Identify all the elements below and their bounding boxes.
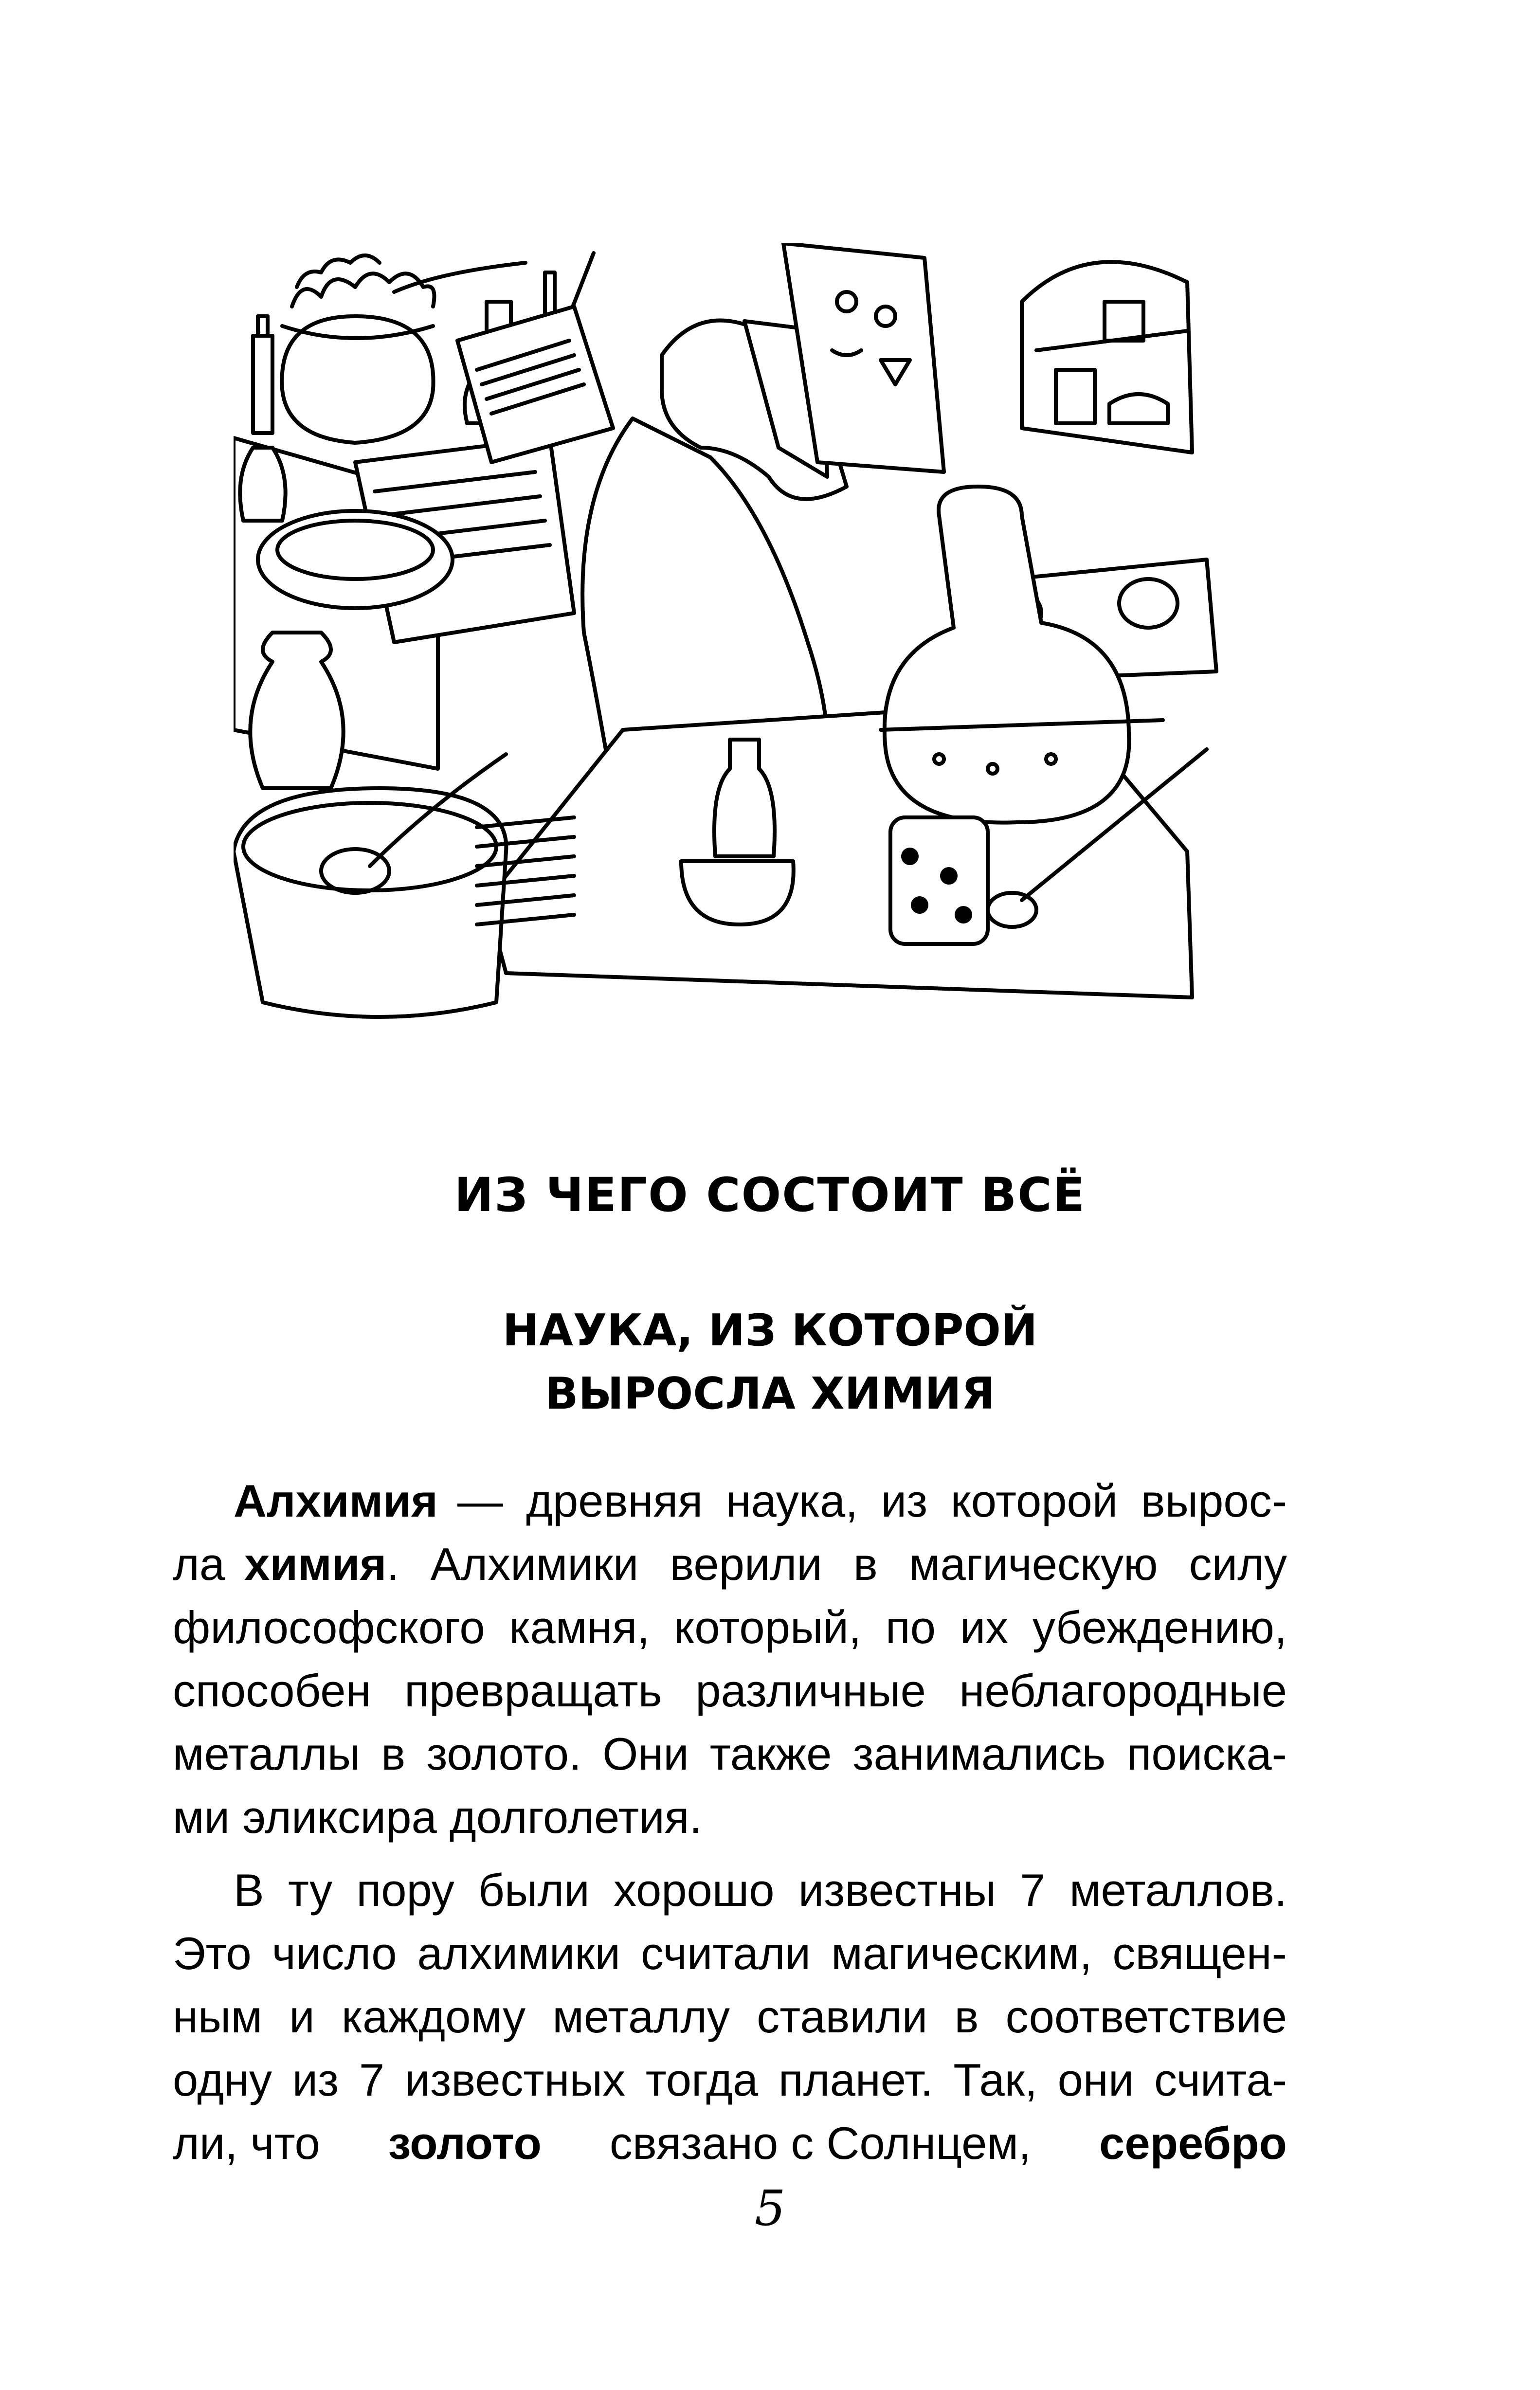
paragraph-1-line-2 — [173, 1533, 1287, 1596]
paragraph-2-line-3: ным и каждому металлу ставили в соответствие — [173, 1991, 1287, 2042]
alchemist-illustration — [234, 243, 1231, 1080]
paragraph-1-line-4: способен превращать различные неблагородные — [173, 1665, 1287, 1716]
page-number: 5 — [754, 2180, 786, 2237]
paragraph-2-line-4: одну из 7 известных тогда планет. Так, они счита- — [173, 2054, 1287, 2105]
paragraph-1-line-5: металлы в золото. Они также занимались поиска- — [173, 1728, 1287, 1779]
p2-l5-start: ли, что — [173, 2118, 320, 2169]
section-title-line-1: НАУКА, ИЗ КОТОРОЙ — [502, 1305, 1038, 1356]
paragraph-2-line-1: В ту пору были хорошо известны 7 металлов. — [234, 1865, 1287, 1916]
term-chemistry: химия — [244, 1539, 387, 1590]
paragraph-1-line-6: ми эликсира долголетия. — [173, 1792, 702, 1843]
term-gold: золото — [388, 2118, 542, 2169]
p2-l5-mid: связано с Солнцем, — [609, 2118, 1032, 2169]
p1-l2-text: . Алхимики верили в магическую силу — [386, 1539, 1287, 1590]
body-text — [173, 1469, 1287, 2175]
p1-l2-start: ла — [173, 1539, 225, 1590]
paragraph-2-line-2: Это число алхимики считали магическим, священ- — [173, 1928, 1287, 1979]
chapter-title: ИЗ ЧЕГО СОСТОИТ ВСЁ — [454, 1168, 1086, 1222]
paragraph-1-line-3: философского камня, который, по их убеждению, — [173, 1602, 1287, 1653]
paragraph-2-line-5 — [173, 2112, 1287, 2175]
section-title — [0, 1299, 1540, 1426]
p1-l1-text: — древняя наука, из которой вырос- — [457, 1475, 1287, 1526]
paragraph-1-line-1 — [173, 1469, 1287, 1533]
term-alchemy: Алхимия — [234, 1475, 438, 1526]
section-title-line-2: ВЫРОСЛА ХИМИЯ — [544, 1368, 995, 1419]
term-silver: серебро — [1099, 2118, 1287, 2169]
